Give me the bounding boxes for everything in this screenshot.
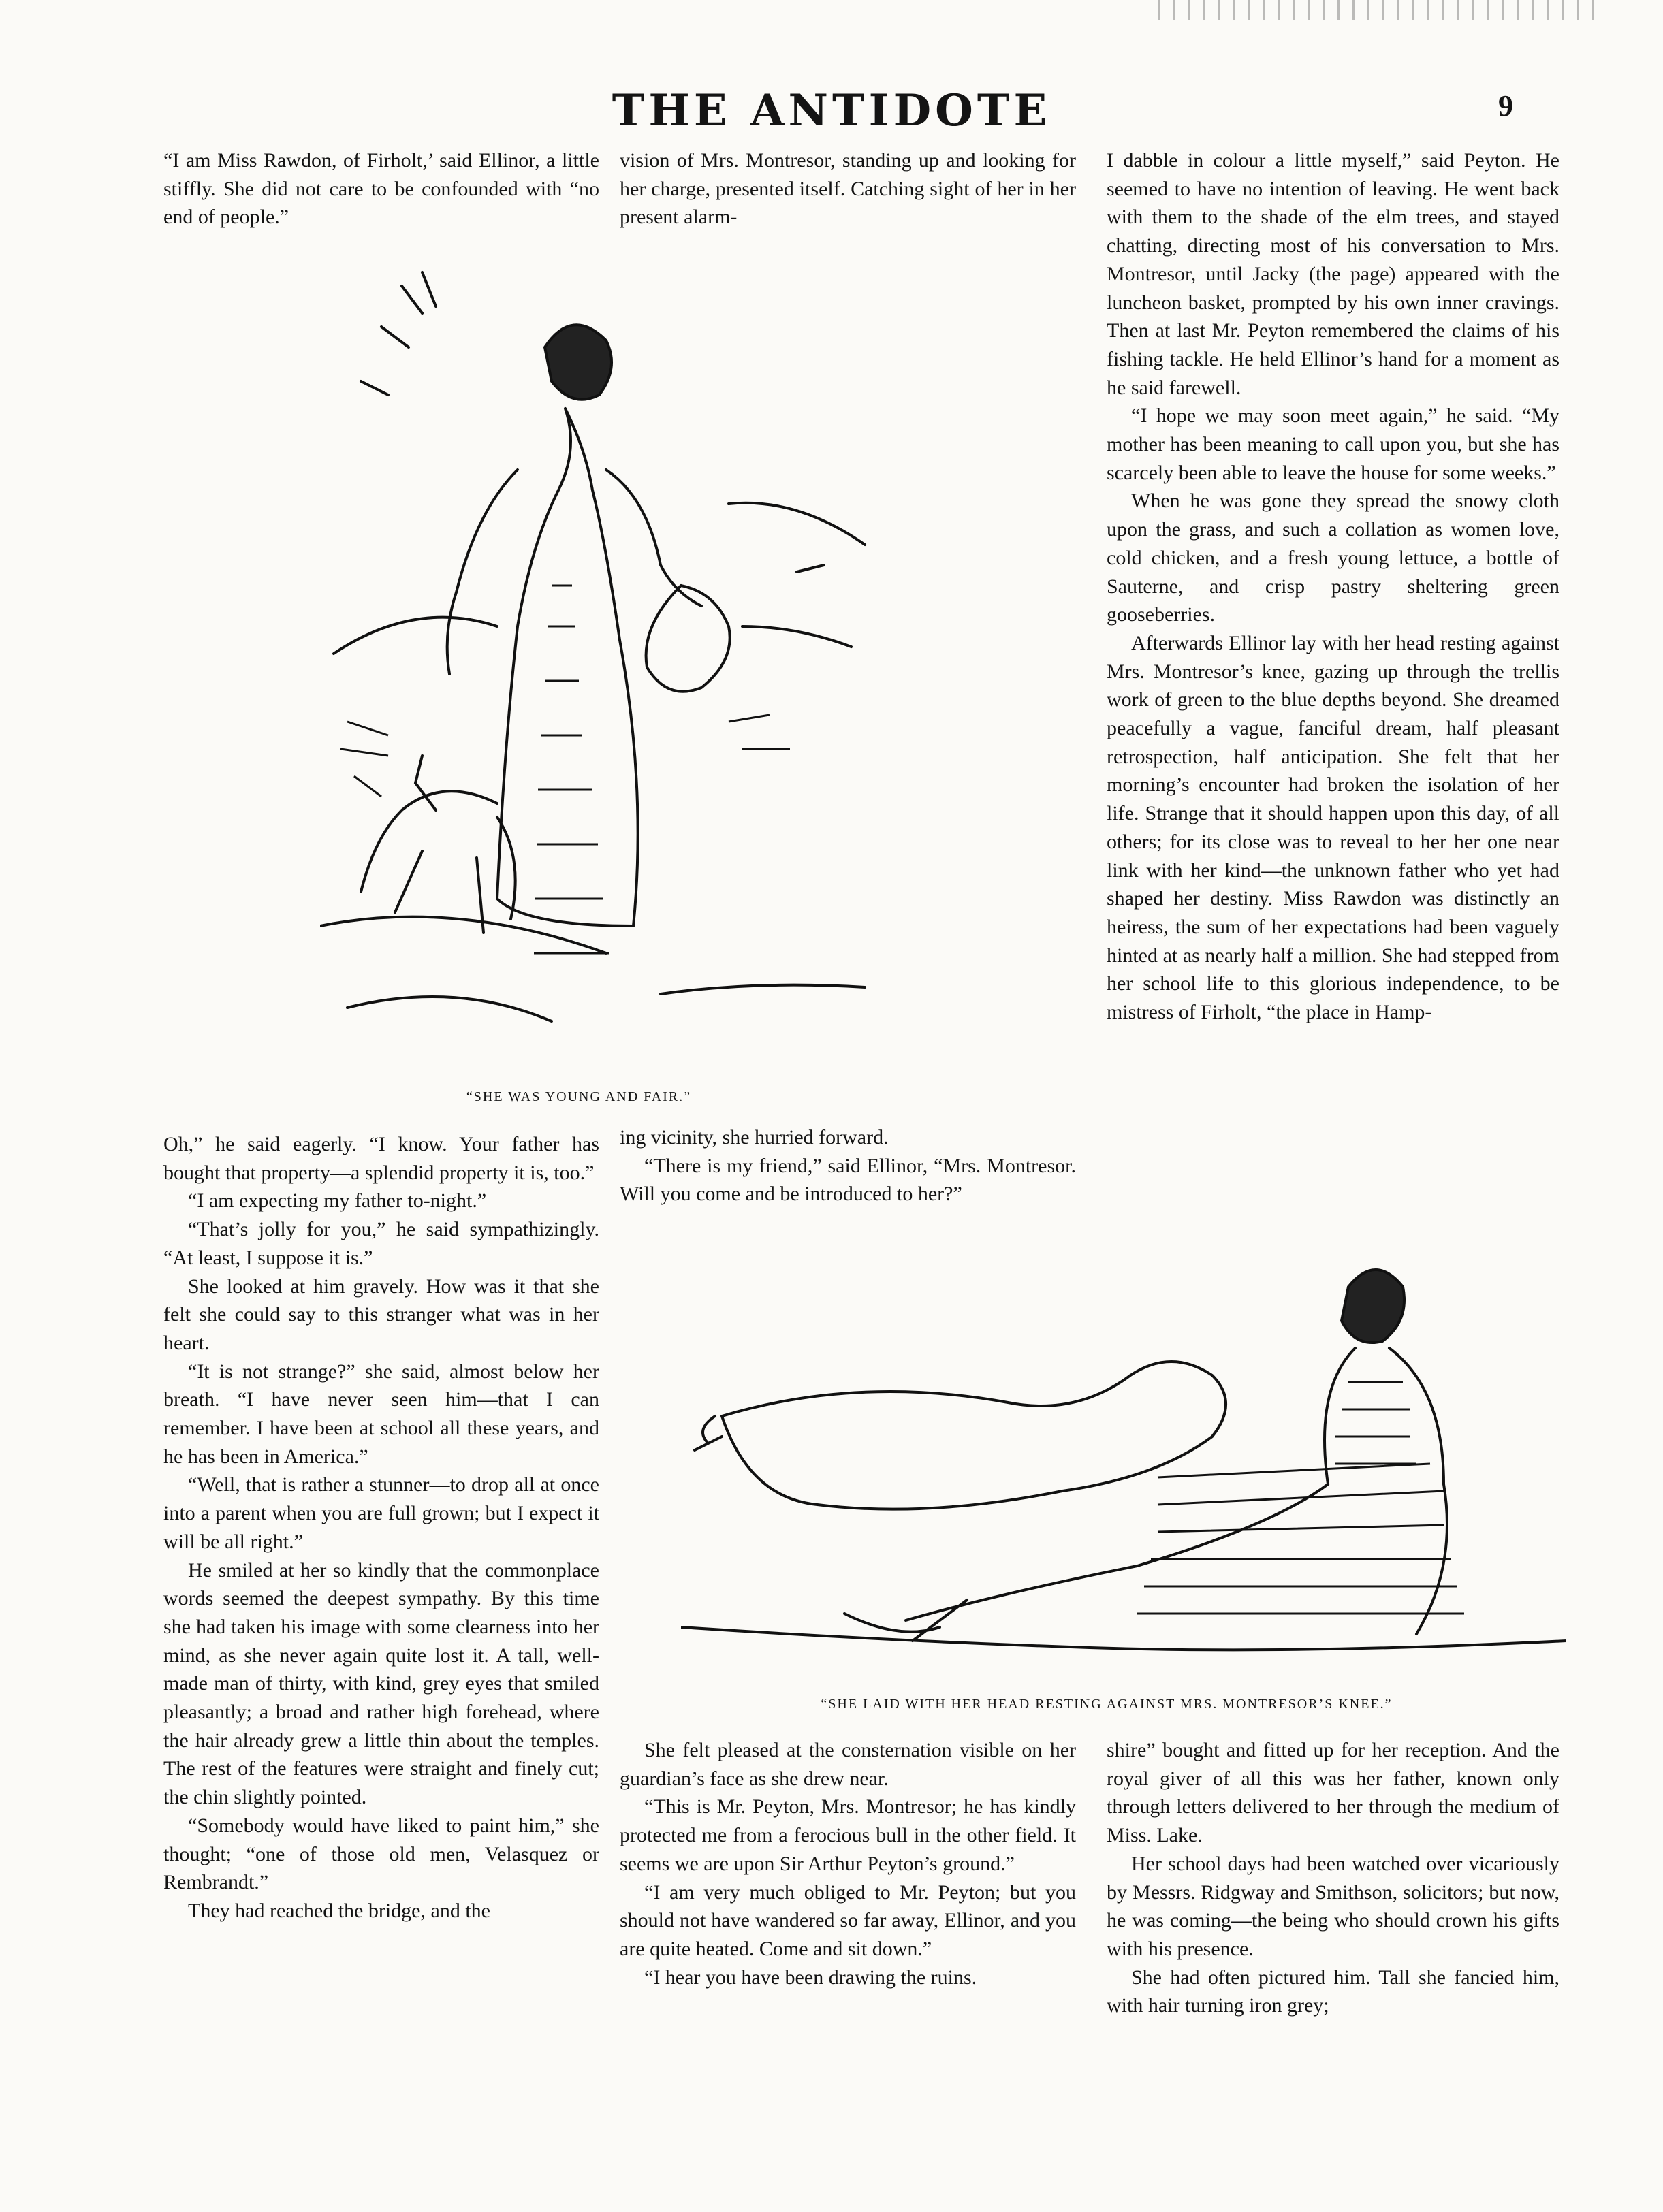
paragraph: “It is not strange?” she said, almost below her breath. “I have never seen him—that I can remember. I have been at school all these years, and he has been in America.”	[163, 1360, 599, 1468]
paragraph: “I hear you have been drawing the ruins.	[644, 1966, 977, 1989]
article-column-3	[1107, 146, 1559, 1027]
paragraph: ing vicinity, she hurried forward.	[620, 1126, 889, 1149]
paragraph: “Somebody would have liked to paint him,” she thought; “one of those old men, Velasquez or Rembrandt.”	[163, 1814, 599, 1894]
article-column-2-bottom	[620, 1736, 1076, 1991]
paragraph: “That’s jolly for you,” he said sympathizingly. “At least, I suppose it is.”	[163, 1218, 599, 1269]
illustration-caption-1: “SHE WAS YOUNG AND FAIR.”	[466, 1089, 692, 1104]
paragraph: She had often pictured him. Tall she fancied him, with hair turning iron grey;	[1107, 1966, 1559, 2017]
women-reclining-illustration	[681, 1246, 1566, 1682]
paragraph: “This is Mr. Peyton, Mrs. Montresor; he has kindly protected me from a ferocious bull in the other field. It seems we are upon Sir Arthur Peyton’s ground.”	[620, 1795, 1076, 1875]
paragraph: I dabble in colour a little myself,” said Peyton. He seemed to have no intention of leaving. He went back with them to the shade of the elm trees, and stayed chatting, directing most of his conversation to Mrs. Montresor, until Jacky (the page) appeared with the luncheon basket, prompted by his own inner cravings. Then at last Mr. Peyton remembered the claims of his fishing tackle. He held Ellinor’s hand for a moment as he said farewell.	[1107, 149, 1559, 399]
article-column-3-bottom	[1107, 1736, 1559, 2020]
article-column-1-bottom	[163, 1130, 599, 1925]
paragraph: “There is my friend,” said Ellinor, “Mrs. Montresor. Will you come and be introduced to her?”	[620, 1154, 1076, 1206]
paragraph: Her school days had been watched over vicariously by Messrs. Ridgway and Smithson, solicitors; but now, he was coming—the being who should crown his gifts with his presence.	[1107, 1852, 1559, 1960]
paragraph: She felt pleased at the consternation visible on her guardian’s face as she drew near.	[620, 1739, 1076, 1790]
page-number: 9	[1498, 89, 1513, 123]
scan-noise	[1158, 0, 1594, 20]
article-column-2-top	[620, 146, 1076, 231]
paragraph: “I am Miss Rawdon, of Firholt,’ said Ellinor, a little stiffly. She did not care to be confounded with “no end of people.”	[163, 149, 599, 229]
article-column-1-top	[163, 146, 599, 231]
paragraph: They had reached the bridge, and the	[188, 1899, 490, 1922]
illustration-caption-2: “SHE LAID WITH HER HEAD RESTING AGAINST MRS. MONTRESOR’S KNEE.”	[821, 1697, 1393, 1712]
publication-title: THE ANTIDOTE	[612, 85, 1051, 136]
paragraph: Afterwards Ellinor lay with her head resting against Mrs. Montresor’s knee, gazing up through the trellis work of green to the blue depths beyond. She dreamed peacefully a vague, fanciful dream, half pleasant retrospection, half anticipation. She felt that her morning’s encounter had broken the isolation of her life. Strange that it should happen upon this day, of all others; for its close was to reveal to her her one near link with her kind—the unknown father who yet had shaped her destiny. Miss Rawdon was distinctly an heiress, the sum of her expectations had been vaguely hinted at as nearly half a million. She had stepped from her school life to this glorious independence, to be mistress of Firholt, “the place in Hamp-	[1107, 631, 1559, 1024]
paragraph: “I am expecting my father to-night.”	[188, 1189, 487, 1213]
paragraph: She looked at him gravely. How was it that she felt she could say to this stranger what was in her heart.	[163, 1275, 599, 1354]
paragraph: shire” bought and fitted up for her reception. And the royal giver of all this was her father, known only through letters delivered to her through the medium of Miss. Lake.	[1107, 1739, 1559, 1847]
article-column-2-middle	[620, 1123, 1076, 1208]
paragraph: “Well, that is rather a stunner—to drop all at once into a parent when you are full grown; but I expect it will be all right.”	[163, 1473, 599, 1553]
illustration-drawing	[320, 245, 878, 1089]
paragraph: vision of Mrs. Montresor, standing up and looking for her charge, presented itself. Catching sight of her in her present alarm-	[620, 149, 1076, 229]
paragraph: “I hope we may soon meet again,” he said. “My mother has been meaning to call upon you, but she has scarcely been able to leave the house for some weeks.”	[1107, 404, 1559, 484]
paragraph: “I am very much obliged to Mr. Peyton; but you should not have wandered so far away, Ellinor, and you are quite heated. Come and sit down.”	[620, 1880, 1076, 1960]
illustration-drawing	[681, 1246, 1566, 1682]
paragraph: He smiled at her so kindly that the commonplace words seemed the deepest sympathy. By this time she had taken his image with some clearness into her mind, as she never again quite lost it. A tall, well-made man of thirty, with kind, grey eyes that smiled pleasantly; a broad and rather high forehead, where the hair already grew a little thin about the temples. The rest of the features were straight and finely cut; the chin slightly pointed.	[163, 1558, 599, 1809]
woman-with-dog-illustration	[320, 245, 878, 1089]
masthead	[0, 80, 1663, 142]
paragraph: When he was gone they spread the snowy cloth upon the grass, and such a collation as women love, cold chicken, and a fresh young lettuce, a bottle of Sauterne, and crisp pastry sheltering green gooseberries.	[1107, 490, 1559, 626]
paragraph: Oh,” he said eagerly. “I know. Your father has bought that property—a splendid property it is, too.”	[163, 1133, 599, 1184]
